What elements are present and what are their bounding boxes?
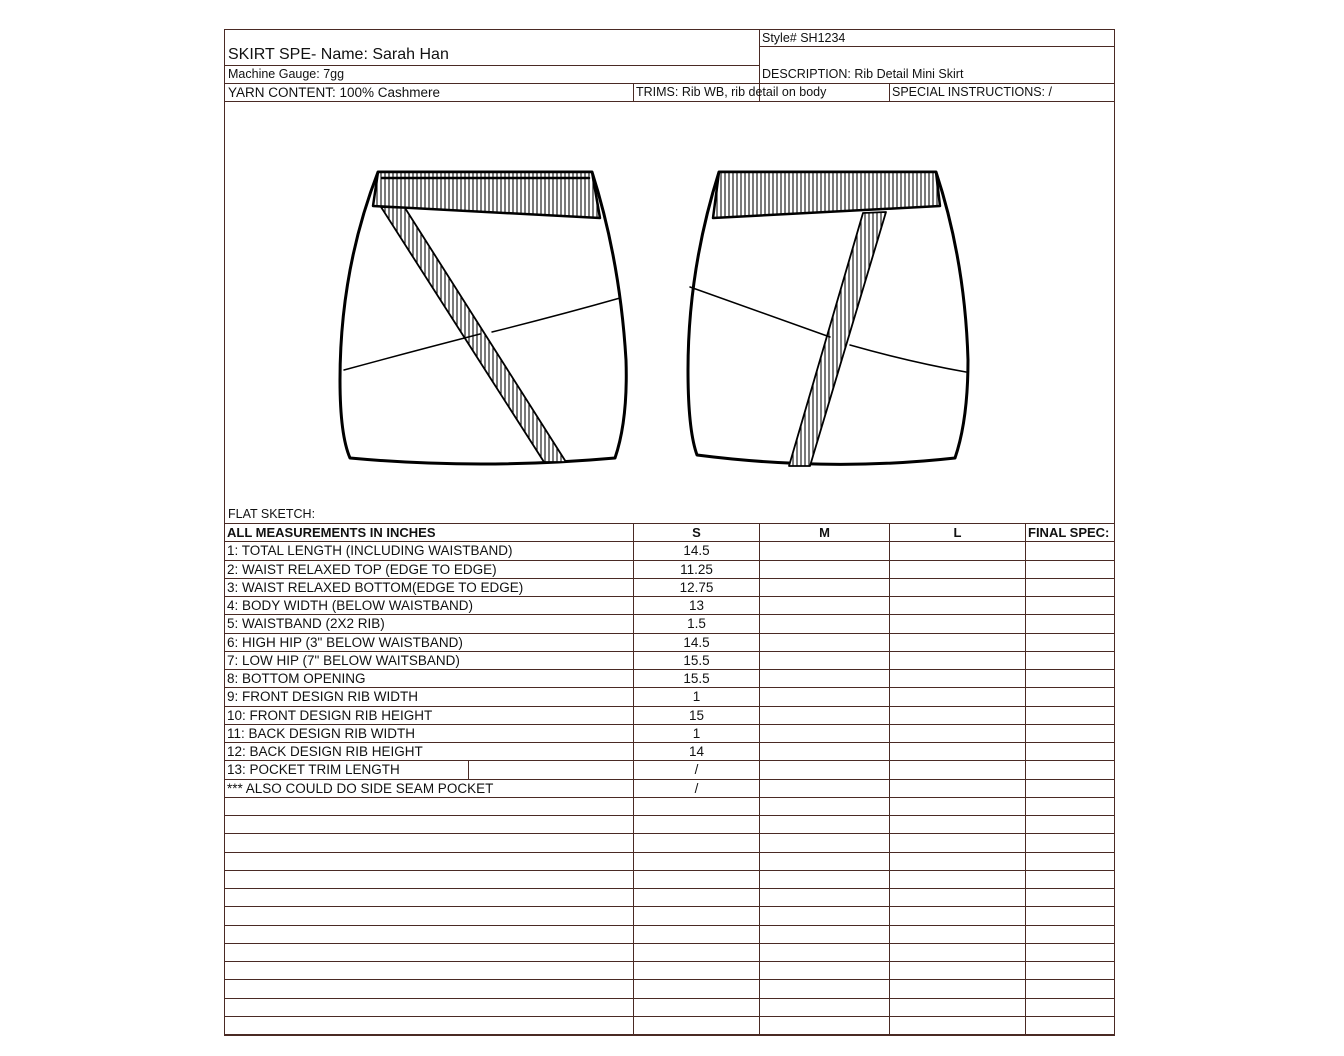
- description: DESCRIPTION: Rib Detail Mini Skirt: [762, 67, 964, 81]
- style-number: Style# SH1234: [762, 31, 846, 45]
- table-rule: [224, 833, 1115, 834]
- table-rule: [224, 943, 1115, 944]
- table-rule: [224, 1034, 1115, 1035]
- measurement-point: 13: POCKET TRIM LENGTH: [227, 762, 400, 778]
- table-rule: [224, 925, 1115, 926]
- measurement-point: 12: BACK DESIGN RIB HEIGHT: [227, 744, 423, 759]
- measurement-value-s: /: [694, 762, 699, 778]
- column-header: FINAL SPEC:: [1028, 525, 1110, 540]
- flat-sketch-label: FLAT SKETCH:: [228, 507, 316, 521]
- measurement-value-s: 13: [688, 598, 705, 613]
- divider: [224, 101, 1115, 102]
- measurement-point: *** ALSO COULD DO SIDE SEAM POCKET: [227, 780, 494, 796]
- table-rule: [224, 888, 1115, 889]
- table-rule: [224, 906, 1115, 907]
- special-instructions: SPECIAL INSTRUCTIONS: /: [892, 85, 1052, 99]
- trims: TRIMS: Rib WB, rib detail on body: [636, 85, 827, 99]
- measurement-value-s: 11.25: [680, 561, 713, 577]
- sheet-title: SKIRT SPE- Name: Sarah Han: [228, 46, 449, 63]
- measurement-point: 5: WAISTBAND (2X2 RIB): [227, 616, 385, 632]
- column-header: ALL MEASUREMENTS IN INCHES: [227, 525, 436, 540]
- measurement-point: 11: BACK DESIGN RIB WIDTH: [227, 725, 416, 741]
- measurement-value-s: 1: [692, 725, 701, 741]
- column-header: S: [692, 525, 701, 540]
- measurement-value-s: 12.75: [679, 579, 714, 595]
- machine-gauge: Machine Gauge: 7gg: [228, 67, 345, 81]
- measurement-point: 7: LOW HIP (7" BELOW WAITSBAND): [227, 652, 460, 668]
- measurement-value-s: 15.5: [683, 652, 710, 668]
- measurement-point: 1: TOTAL LENGTH (INCLUDING WAISTBAND): [227, 543, 513, 559]
- measurement-point: 2: WAIST RELAXED TOP (EDGE TO EDGE): [227, 561, 497, 577]
- table-rule: [224, 979, 1115, 980]
- measurement-value-s: 14: [688, 744, 705, 759]
- table-column-rule: [633, 523, 634, 1034]
- measurement-value-s: /: [694, 780, 699, 796]
- measurement-value-s: 15.5: [683, 671, 710, 686]
- measurement-value-s: 14.5: [683, 634, 710, 650]
- table-rule: [224, 1016, 1115, 1017]
- measurement-value-s: 14.5: [683, 543, 710, 559]
- table-column-rule: [1025, 523, 1026, 1034]
- table-rule: [224, 815, 1115, 816]
- table-rule: [224, 998, 1115, 999]
- column-header: M: [819, 525, 830, 540]
- measurement-point: 10: FRONT DESIGN RIB HEIGHT: [227, 707, 433, 723]
- measurement-point: 6: HIGH HIP (3" BELOW WAISTBAND): [227, 634, 463, 650]
- table-rule: [224, 797, 1115, 798]
- yarn-content: YARN CONTENT: 100% Cashmere: [228, 85, 441, 100]
- measurement-value-s: 1: [692, 689, 701, 705]
- column-header: L: [953, 525, 962, 540]
- table-rule: [224, 852, 1115, 853]
- measurement-value-s: 1.5: [687, 616, 706, 632]
- measurement-value-s: 15: [688, 707, 705, 723]
- table-rule: [224, 870, 1115, 871]
- table-column-rule: [759, 523, 760, 1034]
- measurement-point: 4: BODY WIDTH (BELOW WAISTBAND): [227, 598, 474, 613]
- table-rule: [224, 961, 1115, 962]
- divider: [633, 83, 634, 101]
- measurement-point: 3: WAIST RELAXED BOTTOM(EDGE TO EDGE): [227, 579, 524, 595]
- divider: [889, 83, 890, 101]
- table-column-rule: [889, 523, 890, 1034]
- measurement-point: 9: FRONT DESIGN RIB WIDTH: [227, 689, 419, 705]
- measurement-point: 8: BOTTOM OPENING: [227, 671, 366, 686]
